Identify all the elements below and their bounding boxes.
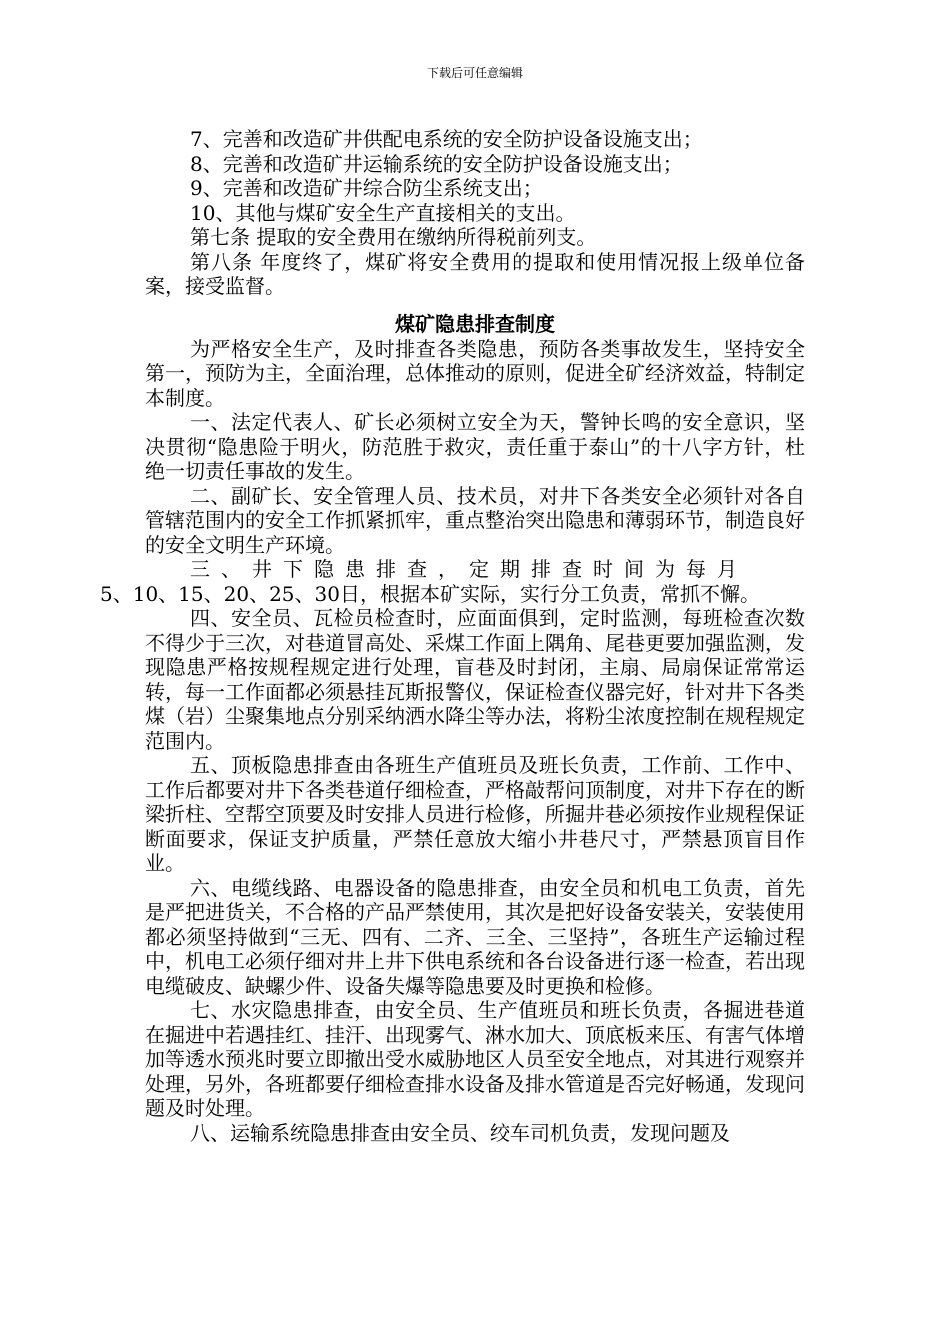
paragraph-item-8: 8、完善和改造矿井运输系统的安全防护设备设施支出； (190, 151, 683, 176)
paragraph-item-10: 10、其他与煤矿安全生产直接相关的支出。 (190, 200, 576, 225)
paragraph-rule-4: 四、安全员、瓦检员检查时，应面面俱到，定时监测，每班检查次数不得少于三次，对巷道冒高处、采煤工作面上隅角、尾巷更要加强监测，发现隐患严格按规程规定进行处理，盲巷及时封闭，主扇、局扇保证常常运转，每一工作面都必须悬挂瓦斯报警仪，保证检查仪器完好，针对井下各类煤（岩）尘聚集地点分别采纳洒水降尘等办法，将粉尘浓度控制在规程规定范围内。 (145, 606, 805, 753)
paragraph-rule-6: 六、电缆线路、电器设备的隐患排查，由安全员和机电工负责，首先是严把进货关，不合格的产品严禁使用，其次是把好设备安装关，安装使用都必须坚持做到“三无、四有、二齐、三全、三坚持”，各班生产运输过程中，机电工必须仔细对井上井下供电系统和各台设备进行逐一检查，若出现电缆破皮、缺螺少件、设备失爆等隐患要及时更换和检修。 (145, 875, 805, 998)
rule-3-first-line: 三、井下隐患排查，定期排查时间为每月 (190, 557, 748, 581)
paragraph-item-9: 9、完善和改造矿井综合防尘系统支出； (190, 176, 543, 200)
paragraph-article-7: 第七条 提取的安全费用在缴纳所得税前列支。 (190, 225, 597, 249)
paragraph-rule-1: 一、法定代表人、矿长必须树立安全为天，警钟长鸣的安全意识，坚决贯彻“隐患险于明火，防范胜于救灾，责任重于泰山”的十八字方针，杜绝一切责任事故的发生。 (145, 410, 805, 483)
paragraph-rule-5: 五、顶板隐患排查由各班生产值班员及班长负责，工作前、工作中、工作后都要对井下各类巷道仔细检查，严格敲帮问顶制度，对井下存在的断梁折柱、空帮空顶要及时安排人员进行检修，所掘井巷必须按作业规程保证断面要求，保证支护质量，严禁任意放大缩小井巷尺寸，严禁悬顶盲目作业。 (145, 753, 805, 875)
page-header: 下载后可任意编辑 (426, 66, 523, 80)
paragraph-article-8: 第八条 年度终了，煤矿将安全费用的提取和使用情况报上级单位备案，接受监督。 (145, 249, 805, 298)
paragraph-rule-7: 七、水灾隐患排查，由安全员、生产值班员和班长负责，各掘进巷道在掘进中若遇挂红、挂汗、出现雾气、淋水加大、顶底板来压、有害气体增加等透水预兆时要立即撤出受水威胁地区人员至安全地点，对其进行观察并处理，另外，各班都要仔细检查排水设备及排水管道是否完好畅通，发现问题及时处理。 (145, 998, 805, 1120)
paragraph-rule-2: 二、副矿长、安全管理人员、技术员，对井下各类安全必须针对各自管辖范围内的安全工作抓紧抓牢，重点整治突出隐患和薄弱环节，制造良好的安全文明生产环境。 (145, 483, 805, 557)
section-title: 煤矿隐患排查制度 (395, 311, 555, 336)
rule-3-continuation: 5、10、15、20、25、30日，根据本矿实际，实行分工负责，常抓不懈。 (100, 581, 760, 606)
paragraph-item-7: 7、完善和改造矿井供配电系统的安全防护设备设施支出； (190, 127, 703, 151)
document-body (100, 127, 805, 1145)
paragraph-rule-3 (100, 557, 805, 606)
paragraph-rule-8: 八、运输系统隐患排查由安全员、绞车司机负责，发现问题及 (190, 1120, 730, 1145)
paragraph-preamble: 为严格安全生产，及时排查各类隐患，预防各类事故发生，坚持安全第一，预防为主，全面治理，总体推动的原则，促进全矿经济效益，特制定本制度。 (145, 336, 805, 410)
